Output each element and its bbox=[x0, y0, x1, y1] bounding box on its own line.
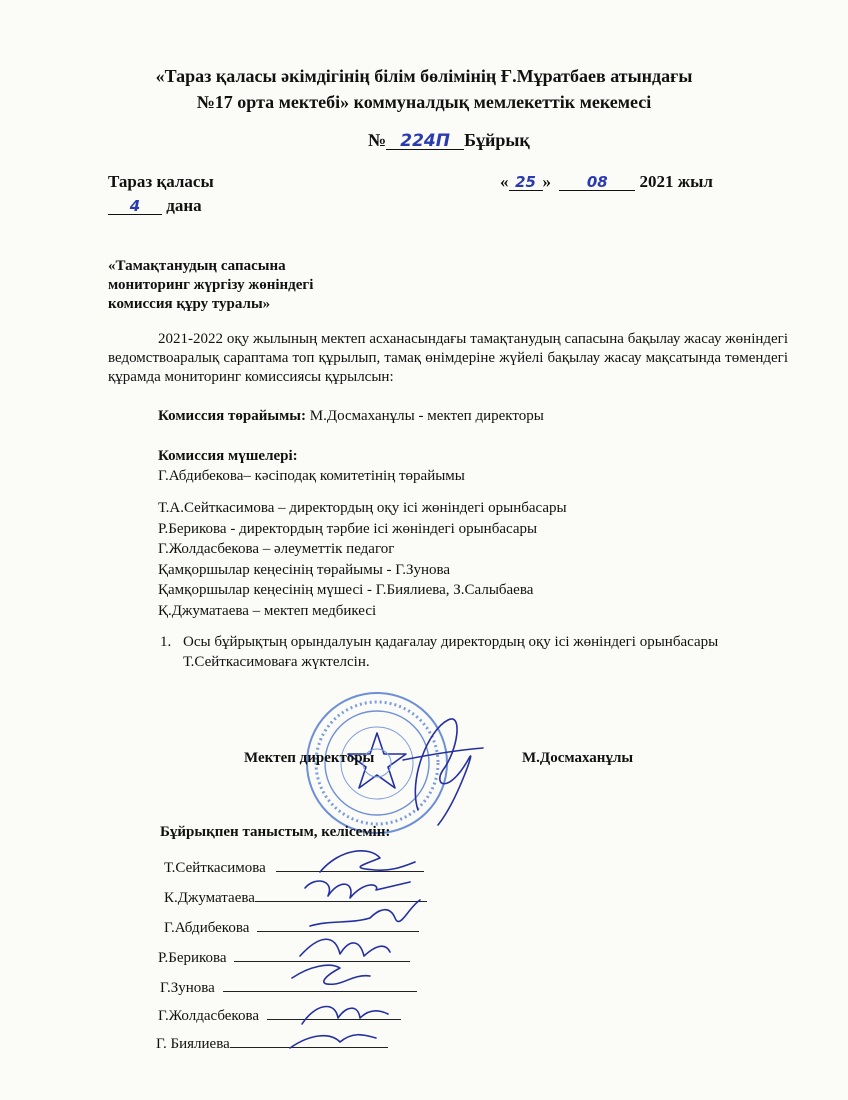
member-item: Р.Берикова - директордың тәрбие ісі жөніндегі орынбасары bbox=[158, 520, 538, 537]
member-item: Г.Жолдасбекова – әлеуметтік педагог bbox=[158, 541, 395, 557]
clause-line-2: Т.Сейткасимоваға жүктелсін. bbox=[183, 654, 370, 670]
commission-chair bbox=[158, 406, 544, 426]
member-item: Қамқоршылар кеңесінің мүшесі - Г.Биялиева, З.Салыбаева bbox=[158, 582, 534, 598]
member-item: Қ.Джуматаева – мектеп медбикесі bbox=[158, 602, 377, 619]
ack-name: Т.Сейткасимова bbox=[164, 860, 266, 876]
ack-name: Г.Жолдасбекова bbox=[158, 1008, 259, 1024]
acknowledgement-signatures bbox=[280, 838, 450, 1058]
signature-position: Мектеп директоры bbox=[244, 750, 375, 766]
copies bbox=[108, 196, 202, 216]
date-quote-open: « bbox=[500, 172, 509, 191]
subject-line-2: мониторинг жүргізу жөніндегі bbox=[108, 277, 314, 293]
ack-name: Р.Берикова bbox=[158, 950, 227, 966]
order-number-prefix: № bbox=[368, 130, 387, 150]
chair-value: М.Досмаханұлы - мектеп директоры bbox=[306, 408, 544, 424]
subject-line-1: «Тамақтанудың сапасына bbox=[108, 258, 286, 274]
date-day-handwritten: 25 bbox=[509, 174, 543, 191]
institution-line-2: №17 орта мектебі» коммуналдық мемлекеттік мекемесі bbox=[196, 92, 652, 112]
ack-name: Г.Зунова bbox=[160, 980, 215, 996]
clause-number: 1. bbox=[160, 634, 172, 650]
acknowledgement-label: Бұйрықпен таныстым, келісемін: bbox=[160, 824, 391, 840]
order-number-handwritten: 224П bbox=[386, 133, 464, 150]
date-year: 2021 жыл bbox=[639, 172, 713, 191]
order-heading bbox=[368, 130, 530, 151]
member-item: Қамқоршылар кеңесінің төрайымы - Г.Зунова bbox=[158, 561, 451, 578]
order-title: Бұйрық bbox=[464, 130, 530, 150]
signature-name: М.Досмаханұлы bbox=[522, 750, 634, 766]
copies-label: дана bbox=[166, 196, 202, 215]
date-quote-close: » bbox=[542, 172, 551, 191]
copies-handwritten: 4 bbox=[108, 198, 162, 215]
ack-name: Г. Биялиева bbox=[156, 1036, 230, 1052]
chair-label: Комиссия төрайымы: bbox=[158, 408, 307, 424]
member-item: Т.А.Сейткасимова – директордың оқу ісі жөніндегі орынбасары bbox=[158, 500, 567, 516]
city: Тараз қаласы bbox=[108, 172, 214, 191]
subject-line-3: комиссия құру туралы» bbox=[108, 296, 271, 312]
member-first: Г.Абдибекова– кәсіподақ комитетінің төрайымы bbox=[158, 468, 465, 484]
members-label: Комиссия мүшелері: bbox=[158, 448, 298, 464]
ack-name: К.Джуматаева bbox=[164, 890, 255, 906]
members-list bbox=[158, 498, 567, 621]
date-month-handwritten: 08 bbox=[559, 174, 635, 191]
order-date bbox=[500, 172, 713, 192]
ack-name: Г.Абдибекова bbox=[164, 920, 250, 936]
clause-line-1: Осы бұйрықтың орындалуын қадағалау директордың оқу ісі жөніндегі орынбасары bbox=[183, 634, 719, 650]
director-signature bbox=[388, 700, 488, 830]
institution-line-1: «Тараз қаласы әкімдігінің білім бөлімінің Ғ.Мұратбаев атындағы bbox=[155, 66, 693, 86]
body-paragraph: 2021-2022 оқу жылының мектеп асханасындағы тамақтанудың сапасына бақылау жасау жөніндегі ведомствоаралық сараптама топ құрылып, тамақ өнімдеріне жүйелі бақылау жасау мақсатында төмендегі құрамда мониторинг комиссиясы құрылсын: bbox=[108, 331, 788, 385]
